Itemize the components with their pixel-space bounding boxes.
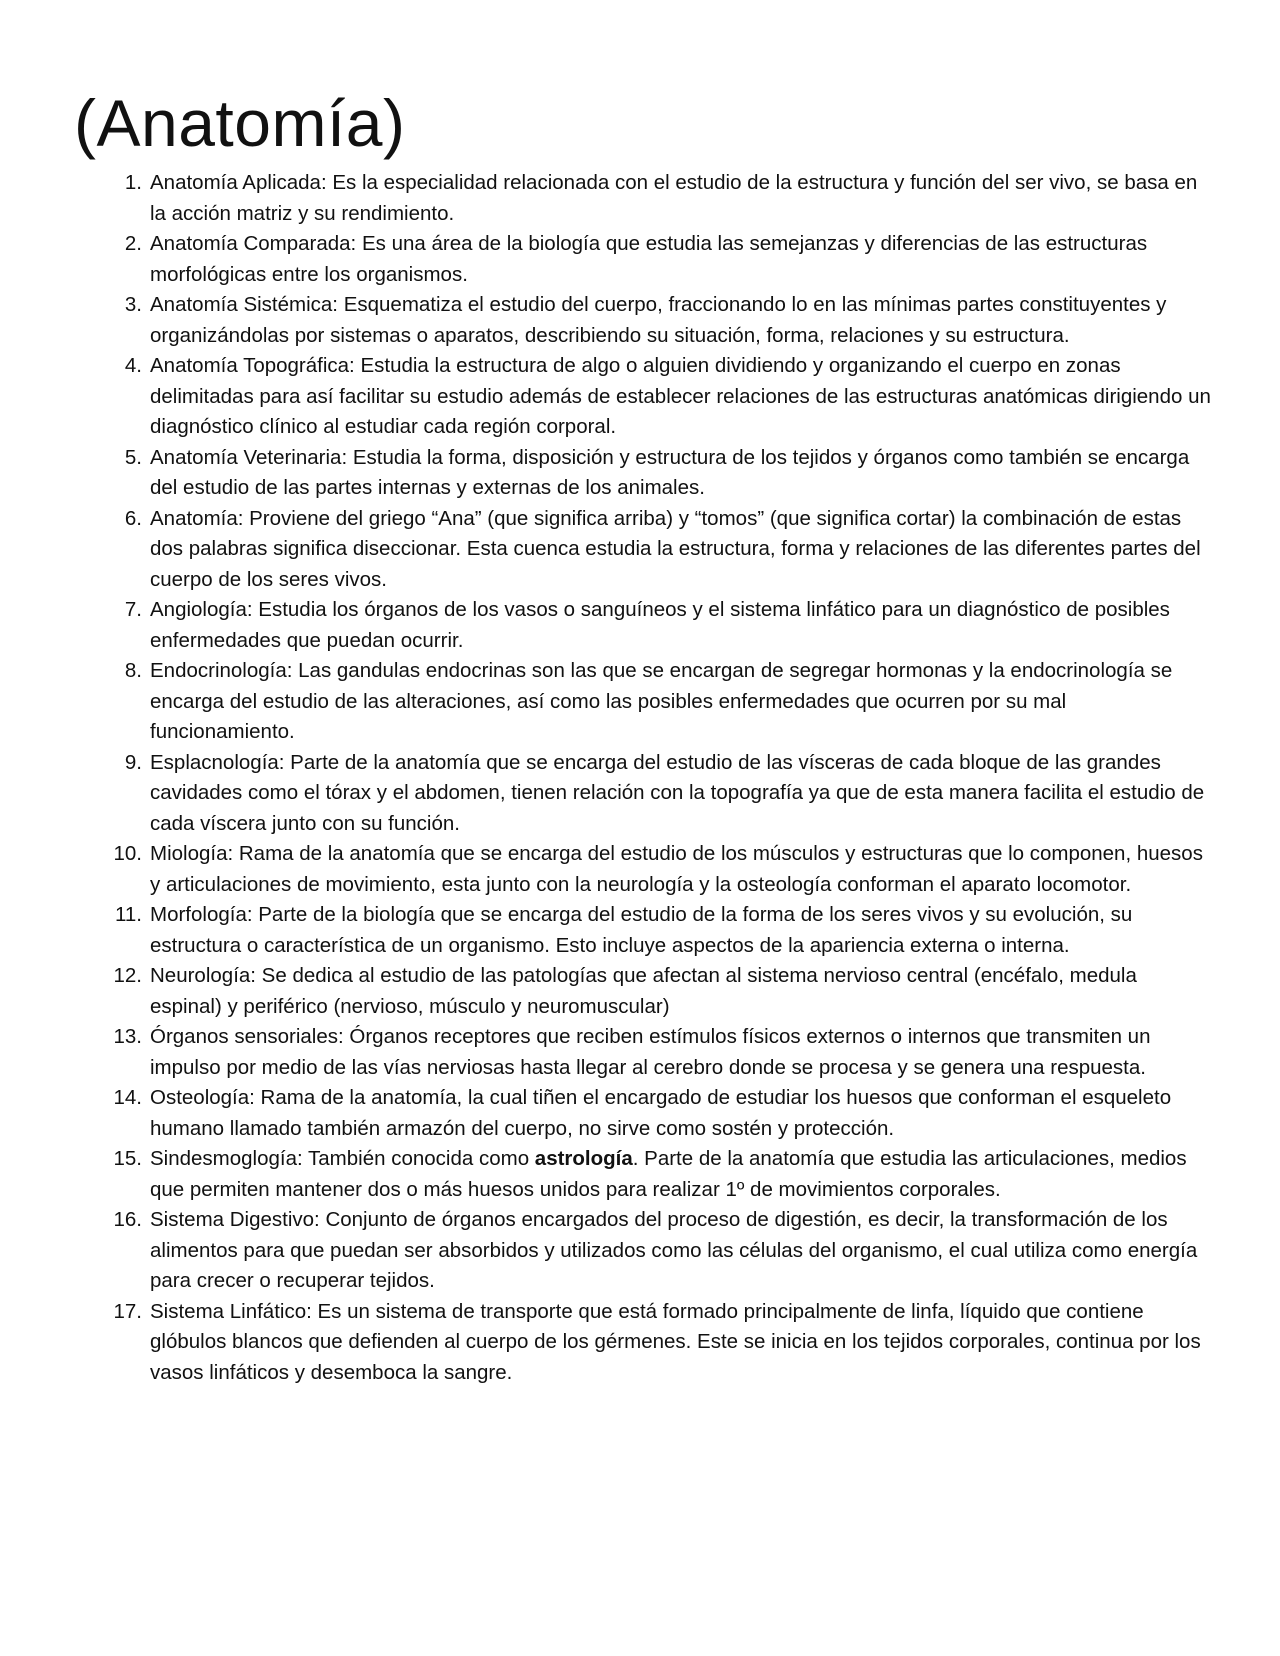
item-number: 9. xyxy=(124,750,142,774)
list-item xyxy=(113,1297,1212,1389)
item-text: Anatomía Aplicada: Es la especialidad relacionada con el estudio de la estructura y función del ser vivo, se basa en la acción matriz y su rendimiento. xyxy=(150,171,1198,225)
item-text: Anatomía Veterinaria: Estudia la forma, disposición y estructura de los tejidos y órganos como también se encarga del estudio de las partes internas y externas de los animales. xyxy=(150,445,1190,499)
list-item xyxy=(113,839,1212,900)
list-item xyxy=(124,229,1212,290)
item-number: 14. xyxy=(113,1086,142,1109)
list-item xyxy=(124,168,1212,229)
item-text: Osteología: Rama de la anatomía, la cual tiñen el encargado de estudiar los huesos que conforman el esqueleto humano llamado también armazón del cuerpo, no sirve como sostén y protección. xyxy=(150,1086,1172,1140)
item-number: 17. xyxy=(113,1299,142,1323)
list-item xyxy=(113,961,1212,1022)
item-number: 6. xyxy=(124,506,142,530)
list-item xyxy=(124,443,1212,504)
item-number: 12. xyxy=(113,964,142,987)
item-text: Sistema Digestivo: Conjunto de órganos encargados del proceso de digestión, es decir, la transformación de los alimentos para que puedan ser absorbidos y utilizados como las células del organismo, el cual utiliza como energía para crecer o recuperar tejidos. xyxy=(150,1208,1198,1292)
item-number: 2. xyxy=(124,232,142,255)
item-number: 5. xyxy=(124,445,142,469)
item-text: Sistema Linfático: Es un sistema de transporte que está formado principalmente de linfa, líquido que contiene glóbulos blancos que defienden al cuerpo de los gérmenes. Este se inicia en los tejidos corporales, continua por los vasos linfáticos y desemboca la sangre. xyxy=(150,1299,1201,1384)
item-text: Morfología: Parte de la biología que se encarga del estudio de la forma de los seres vivos y su evolución, su estructura o característica de un organismo. Esto incluye aspectos de la apariencia externa o interna. xyxy=(150,903,1133,957)
list-item xyxy=(113,1205,1212,1297)
item-text: Endocrinología: Las gandulas endocrinas son las que se encargan de segregar hormonas y la endocrinología se encarga del estudio de las alteraciones, así como las posibles enfermedades que ocurren por su mal funcionamiento. xyxy=(150,659,1173,743)
item-text-before: Sindesmoglogía: También conocida como xyxy=(150,1147,535,1170)
item-text: Angiología: Estudia los órganos de los vasos o sanguíneos y el sistema linfático para un diagnóstico de posibles enfermedades que puedan ocurrir. xyxy=(150,598,1170,652)
item-number: 1. xyxy=(124,171,142,194)
list-item xyxy=(113,1144,1212,1205)
list-item xyxy=(124,504,1212,596)
list-item xyxy=(113,1083,1212,1144)
item-number: 4. xyxy=(124,354,142,377)
item-number: 7. xyxy=(124,598,142,621)
item-number: 15. xyxy=(113,1147,142,1170)
item-text: Órganos sensoriales: Órganos receptores que reciben estímulos físicos externos o internos que transmiten un impulso por medio de las vías nerviosas hasta llegar al cerebro donde se procesa y se genera una respuesta. xyxy=(150,1025,1151,1079)
list-item xyxy=(124,595,1212,656)
list-item xyxy=(124,351,1212,443)
list-item xyxy=(113,1022,1212,1083)
item-number: 8. xyxy=(124,659,142,682)
list-item xyxy=(124,290,1212,351)
definition-list xyxy=(113,168,1212,1388)
item-number: 3. xyxy=(124,293,142,316)
item-text: Anatomía Comparada: Es una área de la biología que estudia las semejanzas y diferencias de las estructuras morfológicas entre los organismos. xyxy=(150,232,1148,286)
item-number: 13. xyxy=(113,1025,142,1048)
list-item xyxy=(124,656,1212,748)
list-item xyxy=(115,900,1212,961)
item-number: 16. xyxy=(113,1208,142,1231)
item-text: Anatomía Sistémica: Esquematiza el estudio del cuerpo, fraccionando lo en las mínimas partes constituyentes y organizándolas por sistemas o aparatos, describiendo su situación, forma, relaciones y su estructura. xyxy=(150,293,1167,347)
item-text: Anatomía: Proviene del griego “Ana” (que significa arriba) y “tomos” (que significa cortar) la combinación de estas dos palabras significa diseccionar. Esta cuenca estudia la estructura, forma y relaciones de las diferentes partes del cuerpo de los seres vivos. xyxy=(150,506,1201,591)
item-number: 11. xyxy=(115,903,142,926)
item-text: Esplacnología: Parte de la anatomía que se encarga del estudio de las vísceras de cada bloque de las grandes cavidades como el tórax y el abdomen, tienen relación con la topografía ya que de esta manera facilita el estudio de cada víscera junto con su función. xyxy=(150,750,1205,835)
item-number: 10. xyxy=(113,842,142,865)
bold-term: astrología xyxy=(534,1147,633,1170)
page-title: (Anatomía) xyxy=(74,86,406,160)
item-text: Miología: Rama de la anatomía que se encarga del estudio de los músculos y estructuras que lo componen, huesos y articulaciones de movimiento, esta junto con la neurología y la osteología conforman el aparato locomotor. xyxy=(150,842,1203,896)
item-text-after: . Parte de la anatomía que estudia las articulaciones, medios que permiten mantener dos o más huesos unidos para realizar 1º de movimientos corporales. xyxy=(150,1147,1187,1201)
item-text: Anatomía Topográfica: Estudia la estructura de algo o alguien dividiendo y organizando el cuerpo en zonas delimitadas para así facilitar su estudio además de establecer relaciones de las estructuras anatómicas dirigiendo un diagnóstico clínico al estudiar cada región corporal. xyxy=(150,354,1211,438)
item-text: Neurología: Se dedica al estudio de las patologías que afectan al sistema nervioso central (encéfalo, medula espinal) y periférico (nervioso, músculo y neuromuscular) xyxy=(150,964,1137,1018)
list-item xyxy=(124,748,1212,840)
